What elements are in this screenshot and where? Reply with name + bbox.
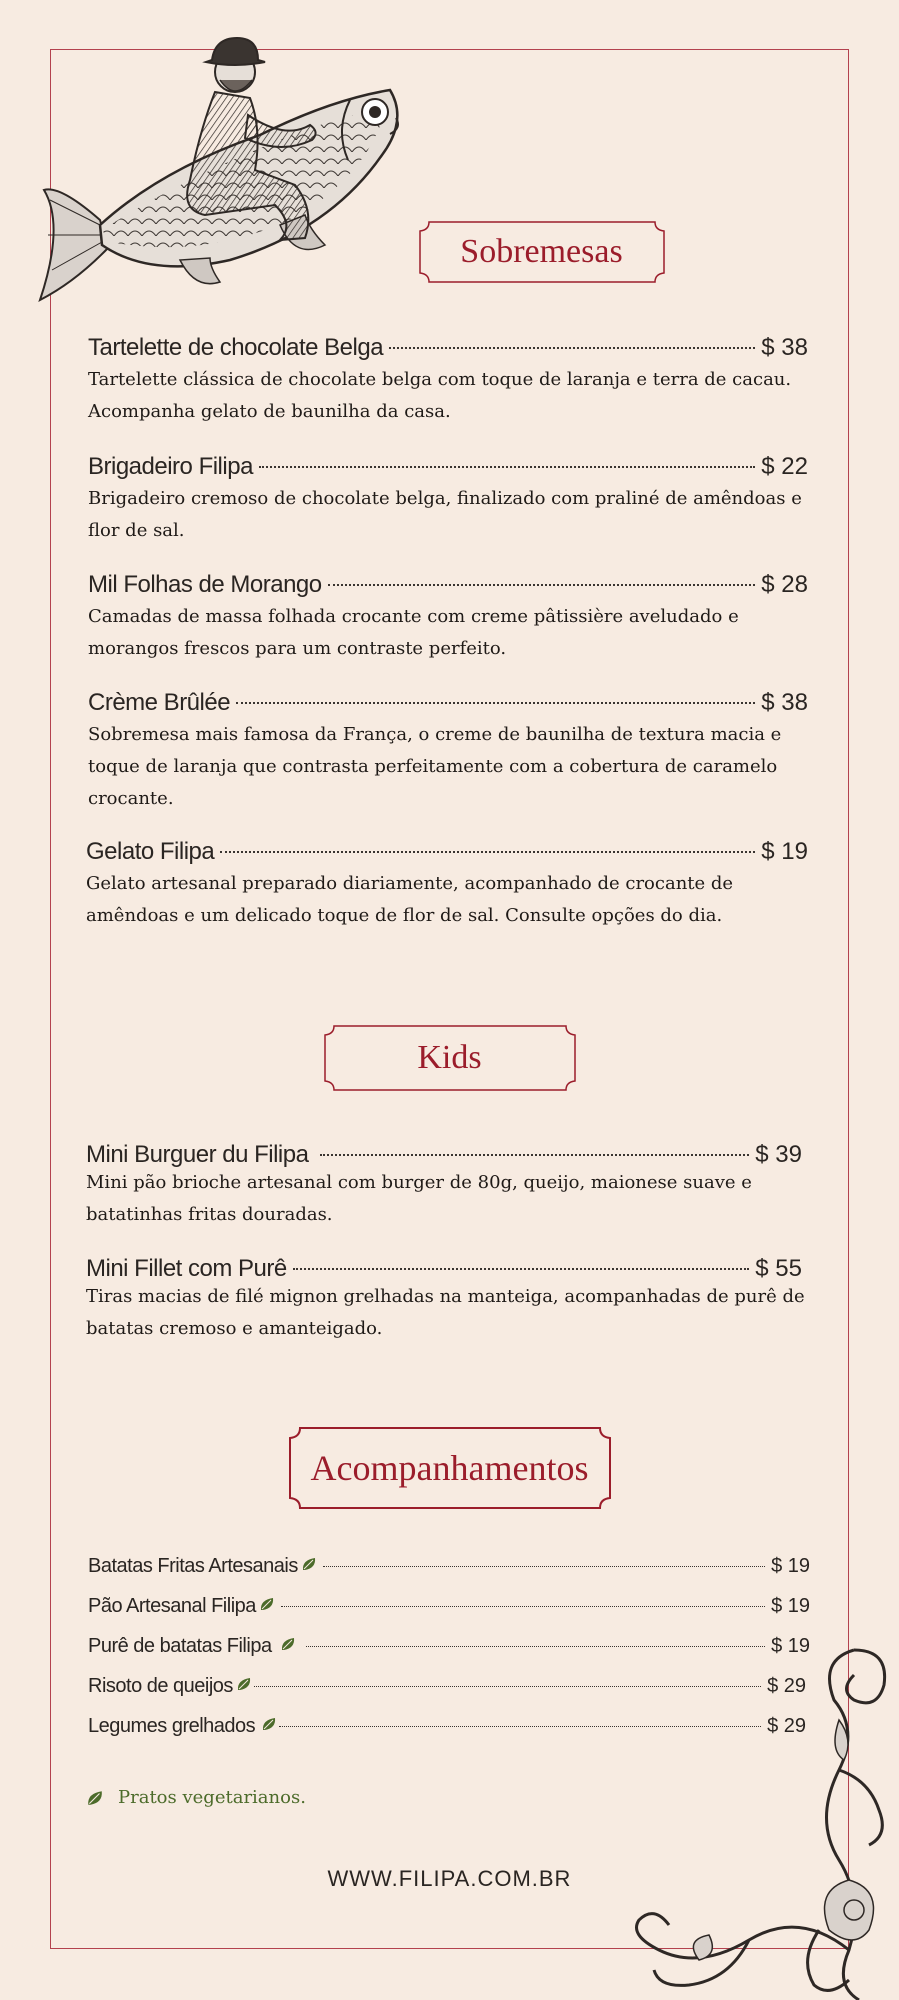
dot-leader: [220, 851, 755, 853]
menu-item: [86, 1141, 802, 1231]
item-name: Purê de batatas Filipa: [88, 1635, 272, 1657]
item-name: Mil Folhas de Morango: [88, 571, 322, 598]
dot-leader: [328, 584, 756, 586]
menu-item: [86, 838, 808, 932]
item-price: $ 22: [761, 453, 808, 480]
item-price: $ 55: [755, 1255, 802, 1282]
item-name: Risoto de queijos: [88, 1675, 233, 1697]
item-price: $ 19: [761, 838, 808, 865]
website-link[interactable]: WWW.FILIPA.COM.BR: [327, 1866, 572, 1891]
item-price: $ 39: [755, 1141, 802, 1168]
side-item: [88, 1715, 806, 1738]
item-price: $ 29: [767, 1715, 806, 1737]
dot-leader: [306, 1646, 766, 1647]
man-riding-fish-illustration: [30, 20, 410, 310]
item-name: Legumes grelhados: [88, 1715, 256, 1737]
item-description: Camadas de massa folhada crocante com creme pâtissière aveludado e morangos frescos para um contraste perfeito.: [88, 606, 739, 659]
menu-item: [88, 453, 808, 547]
dot-leader: [389, 347, 755, 349]
item-name: Batatas Fritas Artesanais: [88, 1555, 298, 1577]
leaf-icon: [259, 1596, 275, 1612]
item-price: $ 38: [761, 689, 808, 716]
dot-leader: [279, 1726, 761, 1727]
item-price: $ 19: [771, 1595, 810, 1617]
item-name: Pão Artesanal Filipa: [88, 1595, 256, 1617]
section-title-sides: Acompanhamentos: [289, 1427, 611, 1509]
item-name: Brigadeiro Filipa: [88, 453, 253, 480]
section-title-kids: Kids: [324, 1025, 576, 1091]
item-price: $ 19: [771, 1555, 810, 1577]
item-description: Brigadeiro cremoso de chocolate belga, finalizado com praliné de amêndoas e flor de sal.: [88, 488, 802, 541]
dot-leader: [320, 1154, 749, 1156]
side-item: [88, 1595, 810, 1618]
item-description: Gelato artesanal preparado diariamente, acompanhado de crocante de amêndoas e um delicado toque de flor de sal. Consulte opções do dia.: [86, 873, 734, 926]
dot-leader: [236, 702, 755, 704]
leaf-icon: [236, 1676, 252, 1692]
leaf-icon: [301, 1556, 317, 1572]
dot-leader: [281, 1606, 765, 1607]
vegetarian-legend: [86, 1787, 306, 1808]
item-name: Gelato Filipa: [86, 838, 215, 865]
side-item: [88, 1555, 810, 1578]
item-name: Mini Burguer du Filipa: [86, 1141, 309, 1168]
menu-item: [88, 334, 808, 428]
item-price: $ 28: [761, 571, 808, 598]
legend-label: Pratos vegetarianos.: [118, 1787, 306, 1808]
menu-item: [88, 689, 808, 815]
dot-leader: [323, 1566, 765, 1567]
item-name: Crème Brûlée: [88, 689, 231, 716]
item-description: Tiras macias de filé mignon grelhadas na manteiga, acompanhadas de purê de batatas cremoso e amanteigado.: [86, 1286, 805, 1339]
section-title-desserts: Sobremesas: [419, 221, 665, 283]
item-name: Tartelette de chocolate Belga: [88, 334, 384, 361]
menu-item: [88, 571, 808, 665]
dot-leader: [254, 1686, 761, 1687]
menu-item: [86, 1255, 816, 1345]
leaf-icon: [86, 1789, 104, 1807]
dot-leader: [259, 466, 755, 468]
item-description: Sobremesa mais famosa da França, o creme de baunilha de textura macia e toque de laranja que contrasta perfeitamente com a cobertura de caramelo crocante.: [88, 724, 782, 809]
item-description: Tartelette clássica de chocolate belga com toque de laranja e terra de cacau. Acompanha gelato de baunilha da casa.: [88, 369, 792, 422]
dot-leader: [293, 1268, 750, 1270]
leaf-icon: [280, 1636, 296, 1652]
side-item: [88, 1635, 810, 1658]
item-description: Mini pão brioche artesanal com burger de 80g, queijo, maionese suave e batatinhas fritas douradas.: [86, 1172, 752, 1225]
item-price: $ 19: [771, 1635, 810, 1657]
item-price: $ 38: [761, 334, 808, 361]
leaf-icon: [261, 1716, 277, 1732]
item-price: $ 29: [767, 1675, 806, 1697]
side-item: [88, 1675, 806, 1698]
item-name: Mini Fillet com Purê: [86, 1255, 287, 1282]
